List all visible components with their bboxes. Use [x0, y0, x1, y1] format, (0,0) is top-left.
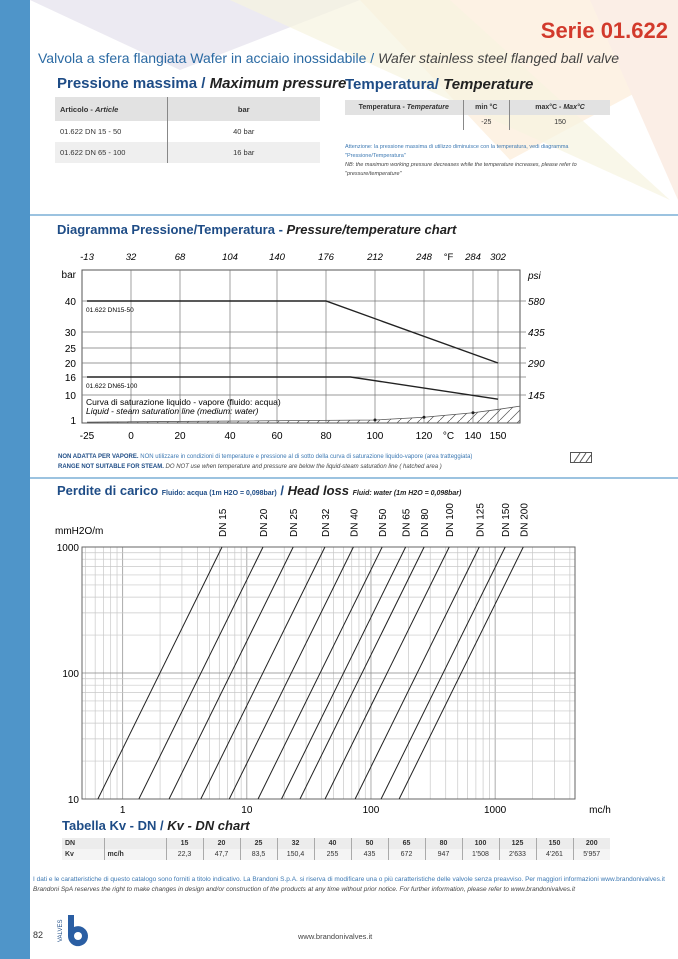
x-tick-label: 120 — [415, 431, 433, 442]
saturation-label-en: Liquid - steam saturation line (medium: water) — [86, 406, 259, 416]
y-tick-label: 100 — [62, 669, 79, 680]
x2-tick-label: -13 — [80, 252, 94, 263]
x2-tick-label: 248 — [416, 252, 432, 263]
saturation-point — [374, 419, 377, 422]
table-row: 01.622 DN 65 - 100 16 bar — [55, 142, 320, 163]
x2-tick-label: 176 — [318, 252, 334, 263]
x-axis-unit: °C — [442, 431, 455, 442]
series-line — [87, 377, 498, 399]
dn-label: DN 150 — [501, 503, 513, 537]
x-tick-label: 1000 — [483, 805, 507, 816]
brandoni-logo — [56, 912, 96, 948]
x2-tick-label: 32 — [125, 252, 137, 263]
kv-value-cell: 2'633 — [499, 849, 536, 860]
y-tick-label: 25 — [64, 344, 76, 355]
dn-label: DN 125 — [475, 503, 487, 537]
y-tick-label: 10 — [64, 391, 76, 402]
kv-value-cell: 150,4 — [277, 849, 314, 860]
y-tick-label: 1000 — [56, 543, 79, 554]
dn-label: DN 20 — [259, 508, 271, 537]
x-tick-label: 20 — [174, 431, 186, 442]
x2-tick-label: 302 — [490, 252, 506, 263]
product-title: Valvola a sfera flangiata Wafer in acciaio inossidabile / Wafer stainless steel flanged ball valve — [38, 50, 620, 66]
pressure-heading: Pressione massima / Maximum pressure — [57, 75, 347, 92]
y2-tick-label: 290 — [528, 359, 545, 370]
dn-label: DN 200 — [519, 503, 531, 537]
saturation-point — [472, 411, 475, 414]
kv-dn-cell: 32 — [277, 838, 314, 849]
disclaimer: I dati e le caratteristiche di questo catalogo sono forniti a titolo indicativo. La Brandoni S.p.A. si riserva di modificare una o più caratteristiche delle valvole senza preavviso. Per maggiori informazioni www.brandonivalves.it Brandoni SpA reserves the right to make changes in design and/or construction of the products at any time without prior notice. For further information, please refer to www.brandonivalves.it — [33, 876, 665, 893]
kv-dn-cell: 80 — [425, 838, 462, 849]
series-label: 01.622 DN15-50 — [86, 307, 134, 314]
kv-value-cell: 435 — [351, 849, 388, 860]
x-tick-label: 100 — [366, 431, 384, 442]
temperature-heading: Temperatura/ Temperature — [345, 76, 534, 93]
kv-dn-cell: 200 — [573, 838, 610, 849]
y2-axis-label: psi — [528, 271, 541, 282]
kv-value-cell: 1'508 — [462, 849, 499, 860]
svg-text:VALVES: VALVES — [58, 919, 64, 942]
table-row: 01.622 DN 15 - 50 40 bar — [55, 121, 320, 142]
kv-table — [62, 838, 610, 860]
kv-value-cell: 947 — [425, 849, 462, 860]
head-loss-title: Perdite di carico Fluido: acqua (1m H2O = 0,098bar) / Head loss Fluid: water (1m H2O = 0,098bar) — [57, 483, 462, 498]
series-title: Serie 01.622 — [540, 18, 668, 43]
dn-label: DN 100 — [445, 503, 457, 537]
y-tick-label: 20 — [64, 359, 76, 370]
x-tick-label: 10 — [241, 805, 253, 816]
table-row: -25 150 — [345, 115, 610, 130]
y-axis-label: bar — [61, 270, 76, 281]
table-row: DN 15 20 25 32 40 50 65 80 100 125 150 200 — [62, 838, 610, 849]
head-loss-chart — [0, 500, 678, 820]
dn-label: DN 15 — [218, 508, 230, 537]
x-tick-label: 140 — [464, 431, 482, 442]
pt-chart-title: Diagramma Pressione/Temperatura - Pressure/temperature chart — [57, 222, 457, 237]
divider — [30, 214, 678, 216]
kv-dn-cell: 15 — [166, 838, 203, 849]
kv-dn-cell: 20 — [203, 838, 240, 849]
y-tick-label: 10 — [67, 795, 79, 806]
kv-dn-cell: 65 — [388, 838, 425, 849]
kv-dn-cell: 100 — [462, 838, 499, 849]
kv-value-cell: 22,3 — [166, 849, 203, 860]
y-tick-label: 1 — [70, 416, 76, 427]
x-tick-label: -25 — [79, 431, 95, 442]
kv-value-cell: 5'957 — [573, 849, 610, 860]
series-label: 01.622 DN65-100 — [86, 383, 138, 390]
kv-value-cell: 255 — [314, 849, 351, 860]
dn-label: DN 50 — [378, 508, 390, 537]
dn-label: DN 25 — [289, 508, 301, 537]
x2-axis-unit: °F — [443, 252, 454, 263]
steam-warning: NON ADATTA PER VAPORE. NON utilizzare in condizioni di temperature e pressione al di sotto della curva di saturazione liquido-vapore (area tratteggiata) RANGE NOT SUITABLE FOR STEAM. DO NOT use when temperature and pressure are below the liquid-steam saturation line ( hatched area ) — [58, 454, 473, 470]
temperature-table: Temperatura - Temperature min °C max°C - Max°C -25 150 — [345, 100, 610, 130]
kv-dn-cell: 25 — [240, 838, 277, 849]
x-tick-label: 150 — [489, 431, 507, 442]
y-axis-label: mmH2O/m — [55, 526, 104, 537]
table-row: Kv mc/h 22,3 47,7 83,5 150,4 255 435 672 947 1'508 2'633 4'261 5'957 — [62, 849, 610, 860]
hatch-legend-icon — [570, 452, 592, 463]
y-tick-label: 30 — [64, 328, 76, 339]
x-tick-label: 80 — [320, 431, 332, 442]
x-tick-label: 1 — [119, 805, 126, 816]
x-axis-label: mc/h — [589, 805, 611, 816]
x-tick-label: 40 — [224, 431, 236, 442]
x2-tick-label: 140 — [269, 252, 285, 263]
dn-label: DN 32 — [320, 508, 332, 537]
kv-dn-cell: 40 — [314, 838, 351, 849]
saturation-label: Curva di saturazione liquido - vapore (fluido: acqua) — [86, 397, 281, 407]
temperature-note: Attenzione: la pressione massima di utilizzo diminuisce con la temperatura, vedi diagramma "Pressione/Temperatura" NB: the maximum working pressure decreases while the temperature increases, please refer to "pressure/temperature" — [345, 144, 577, 177]
pressure-table: Articolo - Article bar 01.622 DN 15 - 50 40 bar 01.622 DN 65 - 100 16 bar — [55, 97, 320, 163]
x2-tick-label: 212 — [367, 252, 383, 263]
kv-value-cell: 4'261 — [536, 849, 573, 860]
x2-tick-label: 284 — [465, 252, 481, 263]
y2-tick-label: 580 — [528, 297, 545, 308]
y-tick-label: 40 — [64, 297, 76, 308]
dn-label: DN 80 — [420, 508, 432, 537]
website-link[interactable]: www.brandonivalves.it — [298, 932, 373, 941]
pressure-temperature-chart — [0, 240, 678, 450]
dn-label: DN 65 — [401, 508, 413, 537]
saturation-point — [423, 416, 426, 419]
kv-dn-cell: 150 — [536, 838, 573, 849]
x2-tick-label: 104 — [222, 252, 238, 263]
kv-value-cell: 47,7 — [203, 849, 240, 860]
y2-tick-label: 435 — [528, 328, 545, 339]
x-tick-label: 0 — [128, 431, 134, 442]
kv-value-cell: 83,5 — [240, 849, 277, 860]
kv-value-cell: 672 — [388, 849, 425, 860]
page-number: 82 — [33, 930, 44, 940]
divider — [30, 477, 678, 479]
kv-dn-cell: 50 — [351, 838, 388, 849]
kv-dn-cell: 125 — [499, 838, 536, 849]
x-tick-label: 60 — [271, 431, 283, 442]
x-tick-label: 100 — [362, 805, 380, 816]
kv-table-title: Tabella Kv - DN / Kv - DN chart — [62, 818, 250, 833]
x2-tick-label: 68 — [174, 252, 186, 263]
y-tick-label: 16 — [64, 373, 76, 384]
y2-tick-label: 145 — [528, 391, 545, 402]
dn-label: DN 40 — [349, 508, 361, 537]
